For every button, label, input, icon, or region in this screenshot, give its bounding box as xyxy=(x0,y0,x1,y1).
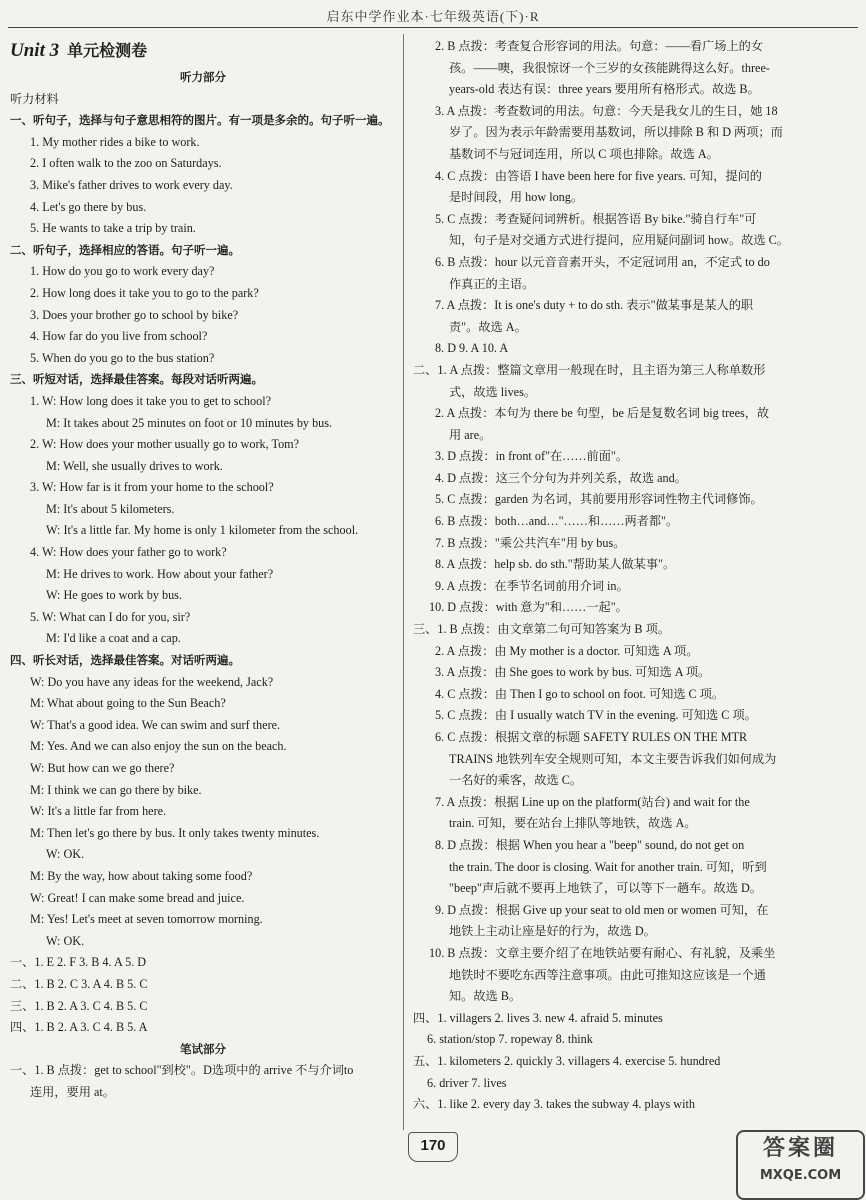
left-line: W: OK. xyxy=(46,847,85,862)
left-line: 4. How far do you live from school? xyxy=(30,329,208,344)
page-number-badge xyxy=(400,1130,466,1166)
right-line: 9. A 点拨：在季节名词前用介词 in。 xyxy=(435,578,629,593)
left-line: M: Yes. And we can also enjoy the sun on the beach. xyxy=(30,739,287,754)
right-line: 4. D 点拨：这三个分句为并列关系，故选 and。 xyxy=(435,470,687,485)
left-line: 5. He wants to take a trip by train. xyxy=(30,221,196,236)
left-line: M: It's about 5 kilometers. xyxy=(46,501,175,516)
right-line: 8. D 点拨：根据 When you hear a "beep" sound, do not get on xyxy=(435,837,745,852)
right-line: 3. A 点拨：考查数词的用法。句意：今天是我女儿的生日，她 18 xyxy=(435,103,778,118)
left-line: 听力部分 xyxy=(180,70,226,84)
right-line: the train. The door is closing. Wait for another train. 可知，听到 xyxy=(449,859,767,874)
right-line: 7. B 点拨："乘公共汽车"用 by bus。 xyxy=(435,535,626,550)
left-line: W: He goes to work by bus. xyxy=(46,588,182,603)
right-line: 岁了。因为表示年龄需要用基数词，所以排除 B 和 D 两项；而 xyxy=(449,125,783,140)
right-line: 地铁时不要吃东西等注意事项。由此可推知这应该是一个通 xyxy=(449,967,766,982)
left-line: 5. When do you go to the bus station? xyxy=(30,350,215,365)
right-line: 用 are。 xyxy=(449,427,492,442)
right-line: 8. A 点拨：help sb. do sth."帮助某人做某事"。 xyxy=(435,557,676,572)
left-line: 3. Mike's father drives to work every day. xyxy=(30,177,233,192)
right-line: 6. station/stop 7. ropeway 8. think xyxy=(427,1032,593,1047)
left-line: W: That's a good idea. We can swim and surf there. xyxy=(30,717,281,732)
right-line: 8. D 9. A 10. A xyxy=(435,341,509,356)
right-line: TRAINS 地铁列车安全规则可知，本文主要告诉我们如何成为 xyxy=(449,751,777,766)
left-line: 1. My mother rides a bike to work. xyxy=(30,134,200,149)
right-line: train. 可知，要在站台上排队等地铁，故选 A。 xyxy=(449,816,697,831)
right-line: 2. A 点拨：由 My mother is a doctor. 可知选 A 项。 xyxy=(435,643,699,658)
left-line: 4. Let's go there by bus. xyxy=(30,199,147,214)
right-line: 四、1. villagers 2. lives 3. new 4. afraid 5. minutes xyxy=(413,1010,663,1025)
page-header xyxy=(0,0,866,30)
left-line: W: It's a little far. My home is only 1 kilometer from the school. xyxy=(46,523,359,538)
left-line: W: Do you have any ideas for the weekend, Jack? xyxy=(30,674,274,689)
right-line: 5. C 点拨：由 I usually watch TV in the evening. 可知选 C 项。 xyxy=(435,708,757,723)
left-line: 1. W: How long does it take you to get to school? xyxy=(30,393,272,408)
right-line: 地铁上主动让座是好的行为，故选 D。 xyxy=(449,924,656,939)
unit-title: Unit 3 xyxy=(10,40,60,61)
left-line: M: Then let's go there by bus. It only takes twenty minutes. xyxy=(30,825,320,840)
right-line: 6. driver 7. lives xyxy=(427,1075,507,1090)
right-line: 五、1. kilometers 2. quickly 3. villagers 4. exercise 5. hundred xyxy=(413,1053,721,1068)
right-line: 知。故选 B。 xyxy=(449,989,522,1004)
left-line: 4. W: How does your father go to work? xyxy=(30,545,227,560)
watermark-line2: MXQE.COM xyxy=(759,1168,842,1183)
right-line: 一名好的乘客，故选 C。 xyxy=(449,773,583,788)
right-line: years-old 表达有误：three years 要用所有格形式。故选 B。 xyxy=(449,82,760,97)
left-line: W: OK. xyxy=(46,933,85,948)
right-line: 作真正的主语。 xyxy=(449,276,535,291)
left-line: 1. How do you go to work every day? xyxy=(30,264,215,279)
left-line: 3. Does your brother go to school by bike? xyxy=(30,307,239,322)
left-line xyxy=(10,36,396,67)
right-line: 六、1. like 2. every day 3. takes the subway 4. plays with xyxy=(413,1097,695,1112)
watermark-logo xyxy=(736,1130,865,1200)
left-line: M: Yes! Let's meet at seven tomorrow morning. xyxy=(30,912,263,927)
right-line: 6. B 点拨：both…and…"……和……两者都"。 xyxy=(435,514,679,529)
right-line: 3. D 点拨：in front of"在……前面"。 xyxy=(435,449,629,464)
left-line: W: But how can we go there? xyxy=(30,761,175,775)
right-line: 4. C 点拨：由 Then I go to school on foot. 可知选 C 项。 xyxy=(435,686,725,701)
right-line: 10. B 点拨：文章主要介绍了在地铁站要有耐心、有礼貌，及乘坐 xyxy=(429,945,776,960)
right-column xyxy=(413,36,859,1116)
left-line: M: I think we can go there by bike. xyxy=(30,782,202,797)
right-line: "beep"声后就不要再上地铁了，可以等下一趟车。故选 D。 xyxy=(449,881,762,896)
right-line: 4. C 点拨：由答语 I have been here for five years. 可知，提问的 xyxy=(435,168,762,183)
left-line: W: It's a little far from here. xyxy=(30,804,167,819)
right-line: 三、1. B 点拨：由文章第二句可知答案为 B 项。 xyxy=(413,622,670,637)
left-line: 连用，要用 at。 xyxy=(30,1084,115,1099)
left-line: 二、1. B 2. C 3. A 4. B 5. C xyxy=(10,976,148,991)
left-line: M: It takes about 25 minutes on foot or 10 minutes by bus. xyxy=(46,415,333,430)
left-line: 四、听长对话，选择最佳答案。对话听两遍。 xyxy=(10,653,240,668)
watermark-line1: 答案圈 xyxy=(762,1136,838,1161)
left-line: 3. W: How far is it from your home to the school? xyxy=(30,480,274,495)
unit-subtitle: 单元检测卷 xyxy=(67,43,148,60)
right-line: 2. B 点拨：考查复合形容词的用法。句意：——看广场上的女 xyxy=(435,39,764,53)
right-line: 6. B 点拨：hour 以元音音素开头，不定冠词用 an，不定式 to do xyxy=(435,254,770,269)
left-line: 2. W: How does your mother usually go to work, Tom? xyxy=(30,437,300,452)
right-line: 式，故选 lives。 xyxy=(449,384,537,399)
right-line: 2. A 点拨：本句为 there be 句型，be 后是复数名词 big trees，故 xyxy=(435,406,770,421)
left-line: 2. How long does it take you to go to the park? xyxy=(30,285,259,300)
left-line: M: Well, she usually drives to work. xyxy=(46,458,223,473)
left-line: 三、1. B 2. A 3. C 4. B 5. C xyxy=(10,998,148,1013)
left-line: W: Great! I can make some bread and juice. xyxy=(30,890,245,905)
right-line: 7. A 点拨：根据 Line up on the platform(站台) and wait for the xyxy=(435,794,750,809)
left-line: 5. W: What can I do for you, sir? xyxy=(30,609,191,624)
right-line: 6. C 点拨：根据文章的标题 SAFETY RULES ON THE MTR xyxy=(435,730,748,744)
right-line: 9. D 点拨：根据 Give up your seat to old men or women 可知，在 xyxy=(435,902,769,917)
right-line: 5. C 点拨：garden 为名词，其前要用形容词性物主代词修饰。 xyxy=(435,492,763,507)
right-line: 7. A 点拨：It is one's duty + to do sth. 表示"做某事是某人的职 xyxy=(435,298,754,313)
left-line: 三、听短对话，选择最佳答案。每段对话听两遍。 xyxy=(10,372,263,387)
left-line: 二、听句子，选择相应的答语。句子听一遍。 xyxy=(10,242,240,257)
left-column xyxy=(10,36,396,1104)
left-line: M: I'd like a coat and a cap. xyxy=(46,631,181,646)
left-line: 一、听句子，选择与句子意思相符的图片。有一项是多余的。句子听一遍。 xyxy=(10,113,390,128)
left-line: M: He drives to work. How about your father? xyxy=(46,566,274,581)
right-line: 责"。故选 A。 xyxy=(449,319,527,334)
header-title: 启东中学作业本·七年级英语(下)·R xyxy=(326,9,540,24)
page-number: 170 xyxy=(420,1137,446,1154)
header-rule xyxy=(8,27,858,28)
column-divider xyxy=(403,34,404,1130)
left-line: 听力材料 xyxy=(10,91,59,106)
right-line: 10. D 点拨：with 意为"和……一起"。 xyxy=(429,600,628,615)
right-line: 二、1. A 点拨：整篇文章用一般现在时，且主语为第三人称单数形 xyxy=(413,362,766,377)
left-line: M: What about going to the Sun Beach? xyxy=(30,696,226,711)
right-line: 孩。——噢，我很惊讶一个三岁的女孩能跳得这么好。three- xyxy=(449,60,770,75)
left-line: 一、1. E 2. F 3. B 4. A 5. D xyxy=(10,955,147,970)
left-line: 四、1. B 2. A 3. C 4. B 5. A xyxy=(10,1020,148,1035)
left-line: 笔试部分 xyxy=(180,1041,226,1056)
right-line: 3. A 点拨：由 She goes to work by bus. 可知选 A 项。 xyxy=(435,665,711,680)
left-line: 一、1. B 点拨：get to school"到校"。D选项中的 arrive 不与介词to xyxy=(10,1063,354,1078)
right-line: 基数词不与冠词连用，所以 C 项也排除。故选 A。 xyxy=(449,146,719,161)
right-line: 知，句子是对交通方式进行提问，应用疑问副词 how。故选 C。 xyxy=(449,233,789,248)
left-line: M: By the way, how about taking some food? xyxy=(30,868,253,883)
right-line: 5. C 点拨：考查疑问词辨析。根据答语 By bike."骑自行车"可 xyxy=(435,211,757,226)
left-line: 2. I often walk to the zoo on Saturdays. xyxy=(30,156,222,171)
right-line: 是时间段，用 how long。 xyxy=(449,190,584,205)
